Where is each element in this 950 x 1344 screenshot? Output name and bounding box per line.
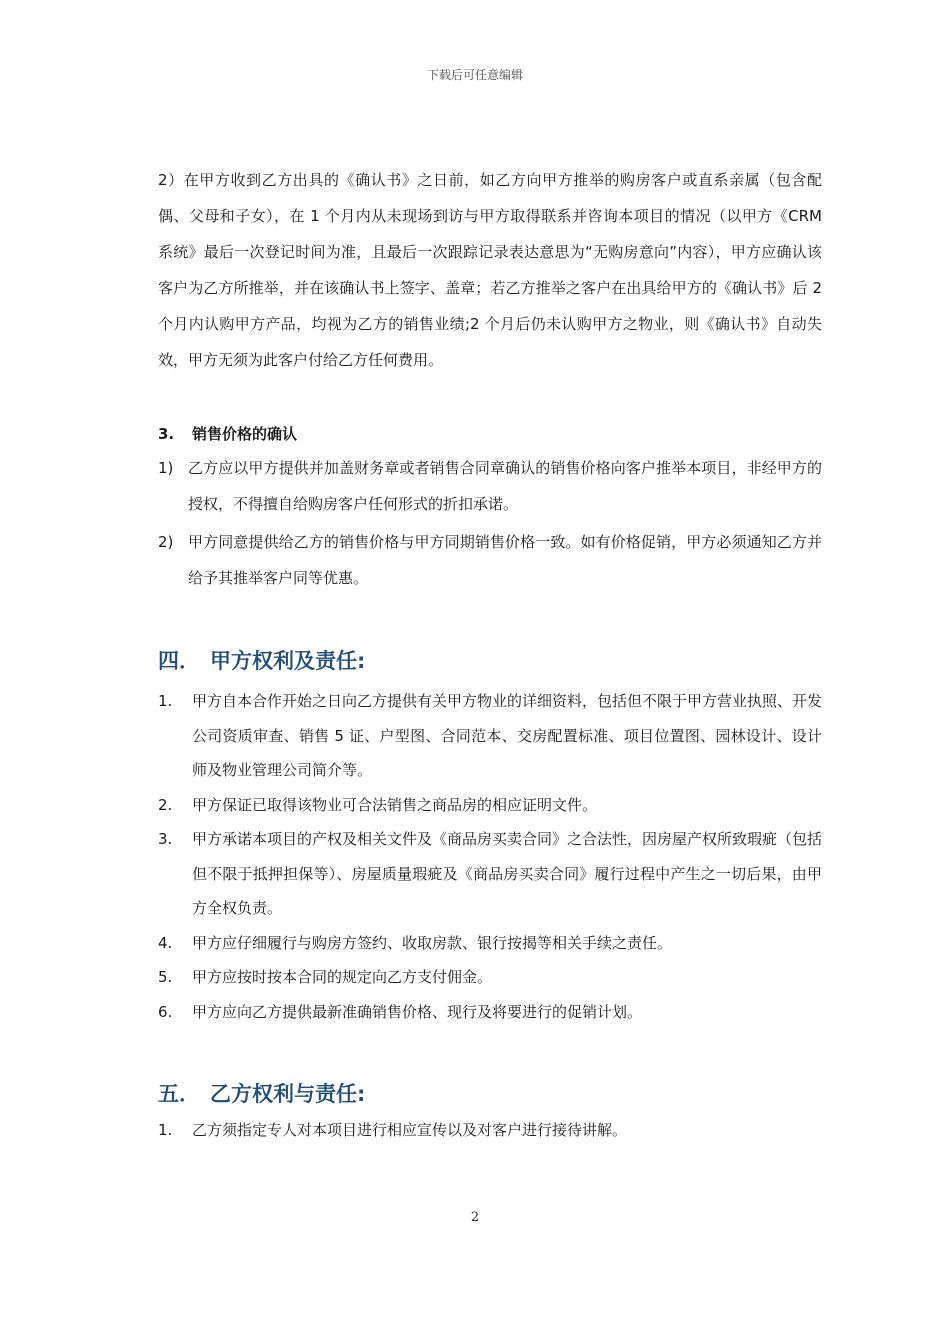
list-item bbox=[158, 926, 822, 961]
list-item-text: 甲方应按时按本合同的规定向乙方支付佣金。 bbox=[192, 968, 493, 986]
list-item-text: 甲方保证已取得该物业可合法销售之商品房的相应证明文件。 bbox=[192, 795, 598, 814]
section-3-title: 销售价格的确认 bbox=[192, 425, 298, 443]
list-item-marker: 1. bbox=[158, 1121, 173, 1139]
list-item bbox=[158, 684, 822, 788]
list-item-marker: 3. bbox=[158, 830, 173, 848]
list-item-text: 甲方同意提供给乙方的销售价格与甲方同期销售价格一致。如有价格促销，甲方必须通知乙方并给予其推举客户同等优惠。 bbox=[188, 533, 822, 587]
section-5-list bbox=[158, 1113, 822, 1148]
list-item-marker: 1. bbox=[158, 692, 173, 710]
list-item-text: 甲方承诺本项目的产权及相关文件及《商品房买卖合同》之合法性，因房屋产权所致瑕疵（包括但不限于抵押担保等）、房屋质量瑕疵及《商品房买卖合同》履行过程中产生之一切后果，由甲方全权负责。 bbox=[192, 830, 823, 917]
intro-paragraph: 2）在甲方收到乙方出具的《确认书》之日前，如乙方向甲方推举的购房客户或直系亲属（包含配偶、父母和子女），在 1 个月内从未现场到访与甲方取得联系并咨询本项目的情况（以甲方《CRM 系统》最后一次登记时间为准，且最后一次跟踪记录表达意思为“无购房意向”内容），甲方应确认该客户为乙方所推举，并在该确认书上签字、盖章；若乙方推举之客户在出具给甲方的《确认书》后 2 个月内认购甲方产品，均视为乙方的销售业绩;2 个月后仍未认购甲方之物业，则《确认书》自动失效，甲方无须为此客户付给乙方任何费用。 bbox=[158, 171, 822, 369]
section-5-heading bbox=[158, 1079, 822, 1109]
list-item bbox=[158, 822, 822, 926]
list-item bbox=[158, 524, 822, 596]
list-item-marker: 1) bbox=[158, 459, 174, 477]
list-item-text: 乙方须指定专人对本项目进行相应宣传以及对客户进行接待讲解。 bbox=[192, 1121, 628, 1139]
list-item-marker: 2. bbox=[158, 795, 173, 814]
section-5-title: 乙方权利与责任: bbox=[210, 1082, 366, 1106]
section-4-list bbox=[158, 684, 822, 1029]
page-header-note: 下载后可任意编辑 bbox=[426, 68, 523, 82]
page-number: 2 bbox=[470, 1210, 480, 1225]
list-item-marker: 2) bbox=[158, 533, 174, 551]
list-item-marker: 5. bbox=[158, 968, 173, 986]
section-3-heading bbox=[158, 418, 822, 450]
list-item-text: 乙方应以甲方提供并加盖财务章或者销售合同章确认的销售价格向客户推举本项目，非经甲方的授权，不得擅自给购房客户任何形式的折扣承诺。 bbox=[188, 459, 822, 513]
section-5-number: 五． bbox=[158, 1082, 200, 1106]
list-item-text: 甲方自本合作开始之日向乙方提供有关甲方物业的详细资料，包括但不限于甲方营业执照、开发公司资质审查、销售 5 证、户型图、合同范本、交房配置标准、项目位置图、园林设计、设计师及物业管理公司简介等。 bbox=[192, 692, 823, 779]
list-item bbox=[158, 995, 822, 1030]
list-item bbox=[158, 960, 822, 995]
list-item-marker: 4. bbox=[158, 933, 173, 952]
list-item bbox=[158, 788, 822, 823]
list-item bbox=[158, 1113, 822, 1148]
section-3-list bbox=[158, 450, 822, 596]
section-4-heading bbox=[158, 646, 822, 676]
list-item bbox=[158, 450, 822, 522]
list-item-marker: 6. bbox=[158, 1002, 173, 1021]
section-3-number: 3. bbox=[158, 425, 175, 443]
section-4-title: 甲方权利及责任: bbox=[210, 649, 366, 673]
list-item-text: 甲方应仔细履行与购房方签约、收取房款、银行按揭等相关手续之责任。 bbox=[192, 933, 673, 952]
section-4-number: 四． bbox=[158, 649, 200, 673]
list-item-text: 甲方应向乙方提供最新准确销售价格、现行及将要进行的促销计划。 bbox=[192, 1002, 643, 1021]
document-body bbox=[158, 162, 822, 1148]
